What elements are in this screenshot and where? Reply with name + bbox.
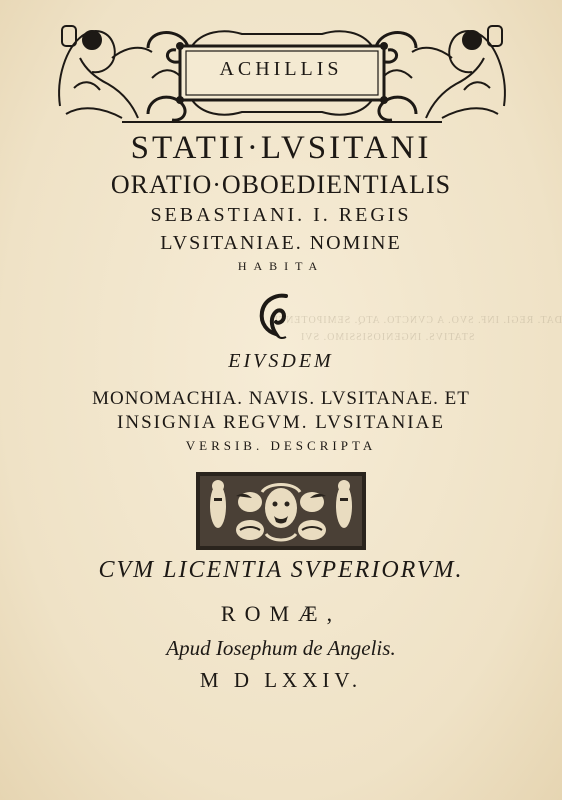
title-line-3: SEBASTIANI. I. REGIS <box>150 204 412 226</box>
show-through-line-2: STATIVS. INGENIOSISSIMO. SVI <box>300 332 475 343</box>
title-line-4: LVSITANIAE. NOMINE <box>160 232 402 254</box>
imprint-place: ROMÆ, <box>220 601 342 626</box>
leaf-fleuron-icon <box>256 292 296 340</box>
fleuron-ornament <box>256 292 296 345</box>
contents-line-1: MONOMACHIA. NAVIS. LVSITANAE. ET <box>92 388 470 409</box>
title-line-5: HABITA <box>237 259 325 273</box>
show-through-line-1: DAT. REGI. INF. SVO. A CVNCTO. ATQ. SEMIPOTENTI <box>273 315 562 326</box>
eiusdem-heading: EIVSDEM <box>228 350 334 372</box>
imprint-printer: Apud Iosephum de Angelis. <box>166 636 396 660</box>
title-line-1: STATII·LVSITANI <box>130 130 432 166</box>
woodcut-vignette <box>196 472 366 555</box>
title-line-2: ORATIO·OBOEDIENTIALIS <box>110 170 452 199</box>
author-name: ACHILLIS <box>219 58 343 80</box>
contents-line-2: INSIGNIA REGVM. LVSITANIAE <box>117 412 445 433</box>
license-line: CVM LICENTIA SVPERIORVM. <box>98 557 464 583</box>
mask-vignette-icon <box>196 472 366 550</box>
imprint-year: M D LXXIV. <box>199 668 363 692</box>
show-through-text <box>273 312 562 352</box>
contents-line-3: VERSIB. DESCRIPTA <box>185 438 377 453</box>
